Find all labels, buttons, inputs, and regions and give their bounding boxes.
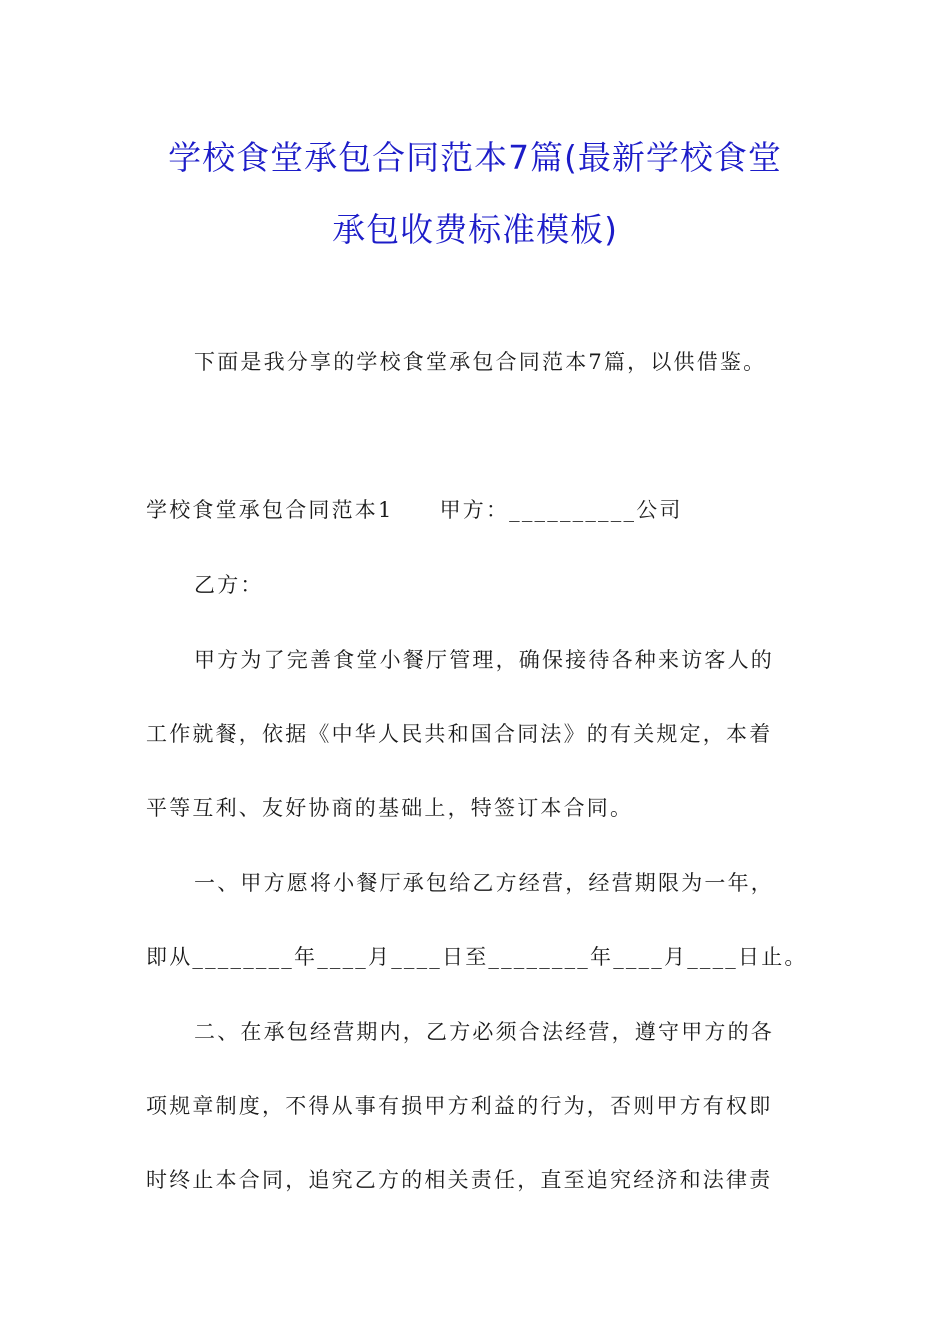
clause-1-line-1: 一、甲方愿将小餐厅承包给乙方经营，经营期限为一年， bbox=[194, 871, 774, 895]
clause-2-line-2: 项规章制度，不得从事有损甲方利益的行为，否则甲方有权即 bbox=[146, 1094, 773, 1118]
clause-2-line-1: 二、在承包经营期内，乙方必须合法经营，遵守甲方的各 bbox=[194, 1020, 774, 1044]
paragraph-1-line-2: 工作就餐，依据《中华人民共和国合同法》的有关规定，本着 bbox=[146, 722, 773, 746]
paragraph-1-line-1: 甲方为了完善食堂小餐厅管理，确保接待各种来访客人的 bbox=[194, 648, 774, 672]
clause-1-line-2: 即从________年____月____日至________年____月____日止。 bbox=[146, 945, 808, 969]
section-heading: 学校食堂承包合同范本1 bbox=[146, 498, 394, 522]
party-b-field: 乙方： bbox=[194, 573, 264, 597]
document-title-line1: 学校食堂承包合同范本7篇(最新学校食堂 bbox=[168, 138, 782, 177]
paragraph-1-line-3: 平等互利、友好协商的基础上，特签订本合同。 bbox=[146, 796, 634, 820]
party-a-field: 甲方：__________公司 bbox=[439, 498, 683, 522]
intro-paragraph: 下面是我分享的学校食堂承包合同范本7篇，以供借鉴。 bbox=[194, 350, 767, 374]
document-title-line2: 承包收费标准模板) bbox=[332, 210, 618, 249]
clause-2-line-3: 时终止本合同，追究乙方的相关责任，直至追究经济和法律责 bbox=[146, 1168, 773, 1192]
section-heading-line bbox=[146, 495, 816, 525]
